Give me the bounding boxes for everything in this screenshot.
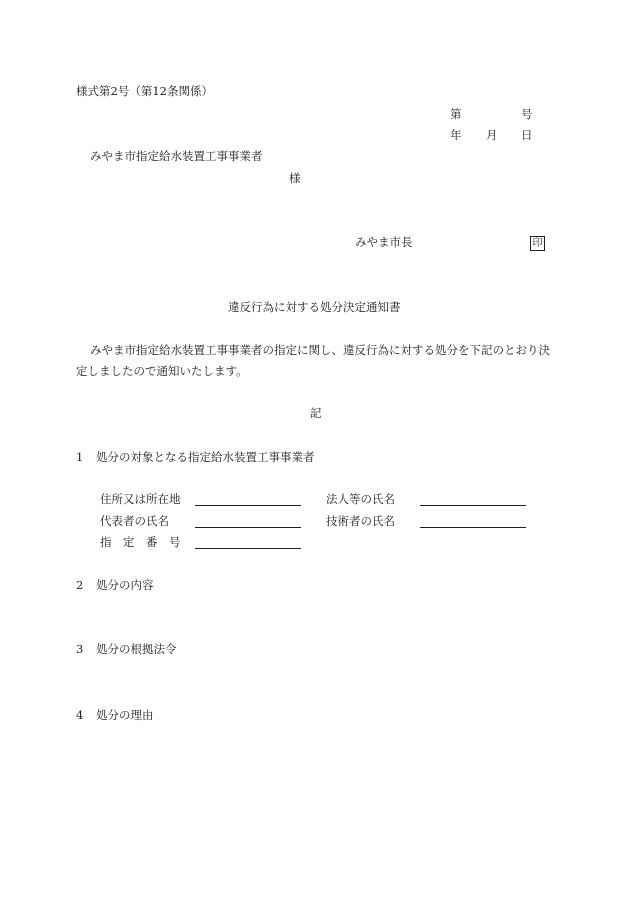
document-title: 違反行為に対する処分決定通知書: [228, 300, 401, 314]
ki-heading: 記: [310, 406, 322, 420]
date-year: 年: [450, 128, 462, 142]
section-label: 処分の対象となる指定給水装置工事事業者: [96, 450, 315, 464]
date-day: 日: [521, 128, 533, 142]
section-label: 処分の理由: [96, 708, 154, 722]
recipient-honorific: 様: [289, 171, 301, 185]
field-blank-engineer-name: [420, 527, 526, 528]
issuer-name: みやま市長: [355, 235, 413, 249]
field-label-designation-no: 指 定 番 号: [100, 535, 181, 549]
field-label-engineer-name: 技術者の氏名: [326, 514, 395, 528]
field-blank-address: [195, 505, 301, 506]
section-label: 処分の内容: [96, 578, 154, 592]
field-label-corp-name: 法人等の氏名: [326, 492, 395, 506]
section-number: 1: [76, 450, 84, 464]
seal-mark: 印: [530, 236, 545, 251]
number-prefix: 第: [450, 107, 462, 121]
body-line-2: 定しましたので通知いたします。: [76, 364, 248, 378]
field-blank-corp-name: [420, 505, 526, 506]
field-label-address: 住所又は所在地: [100, 492, 181, 506]
section-number: 3: [76, 642, 84, 656]
number-suffix: 号: [521, 107, 533, 121]
field-blank-designation-no: [195, 548, 301, 549]
section-number: 4: [76, 708, 84, 722]
section-label: 処分の根拠法令: [96, 642, 177, 656]
field-blank-rep-name: [195, 527, 301, 528]
section-number: 2: [76, 578, 84, 592]
body-line-1: みやま市指定給水装置工事事業者の指定に関し、違反行為に対する処分を下記のとおり決: [90, 343, 550, 357]
date-month: 月: [486, 128, 498, 142]
form-number-label: 様式第2号（第12条関係）: [76, 84, 213, 98]
field-label-rep-name: 代表者の氏名: [100, 514, 169, 528]
recipient-name: みやま市指定給水装置工事事業者: [90, 149, 263, 163]
